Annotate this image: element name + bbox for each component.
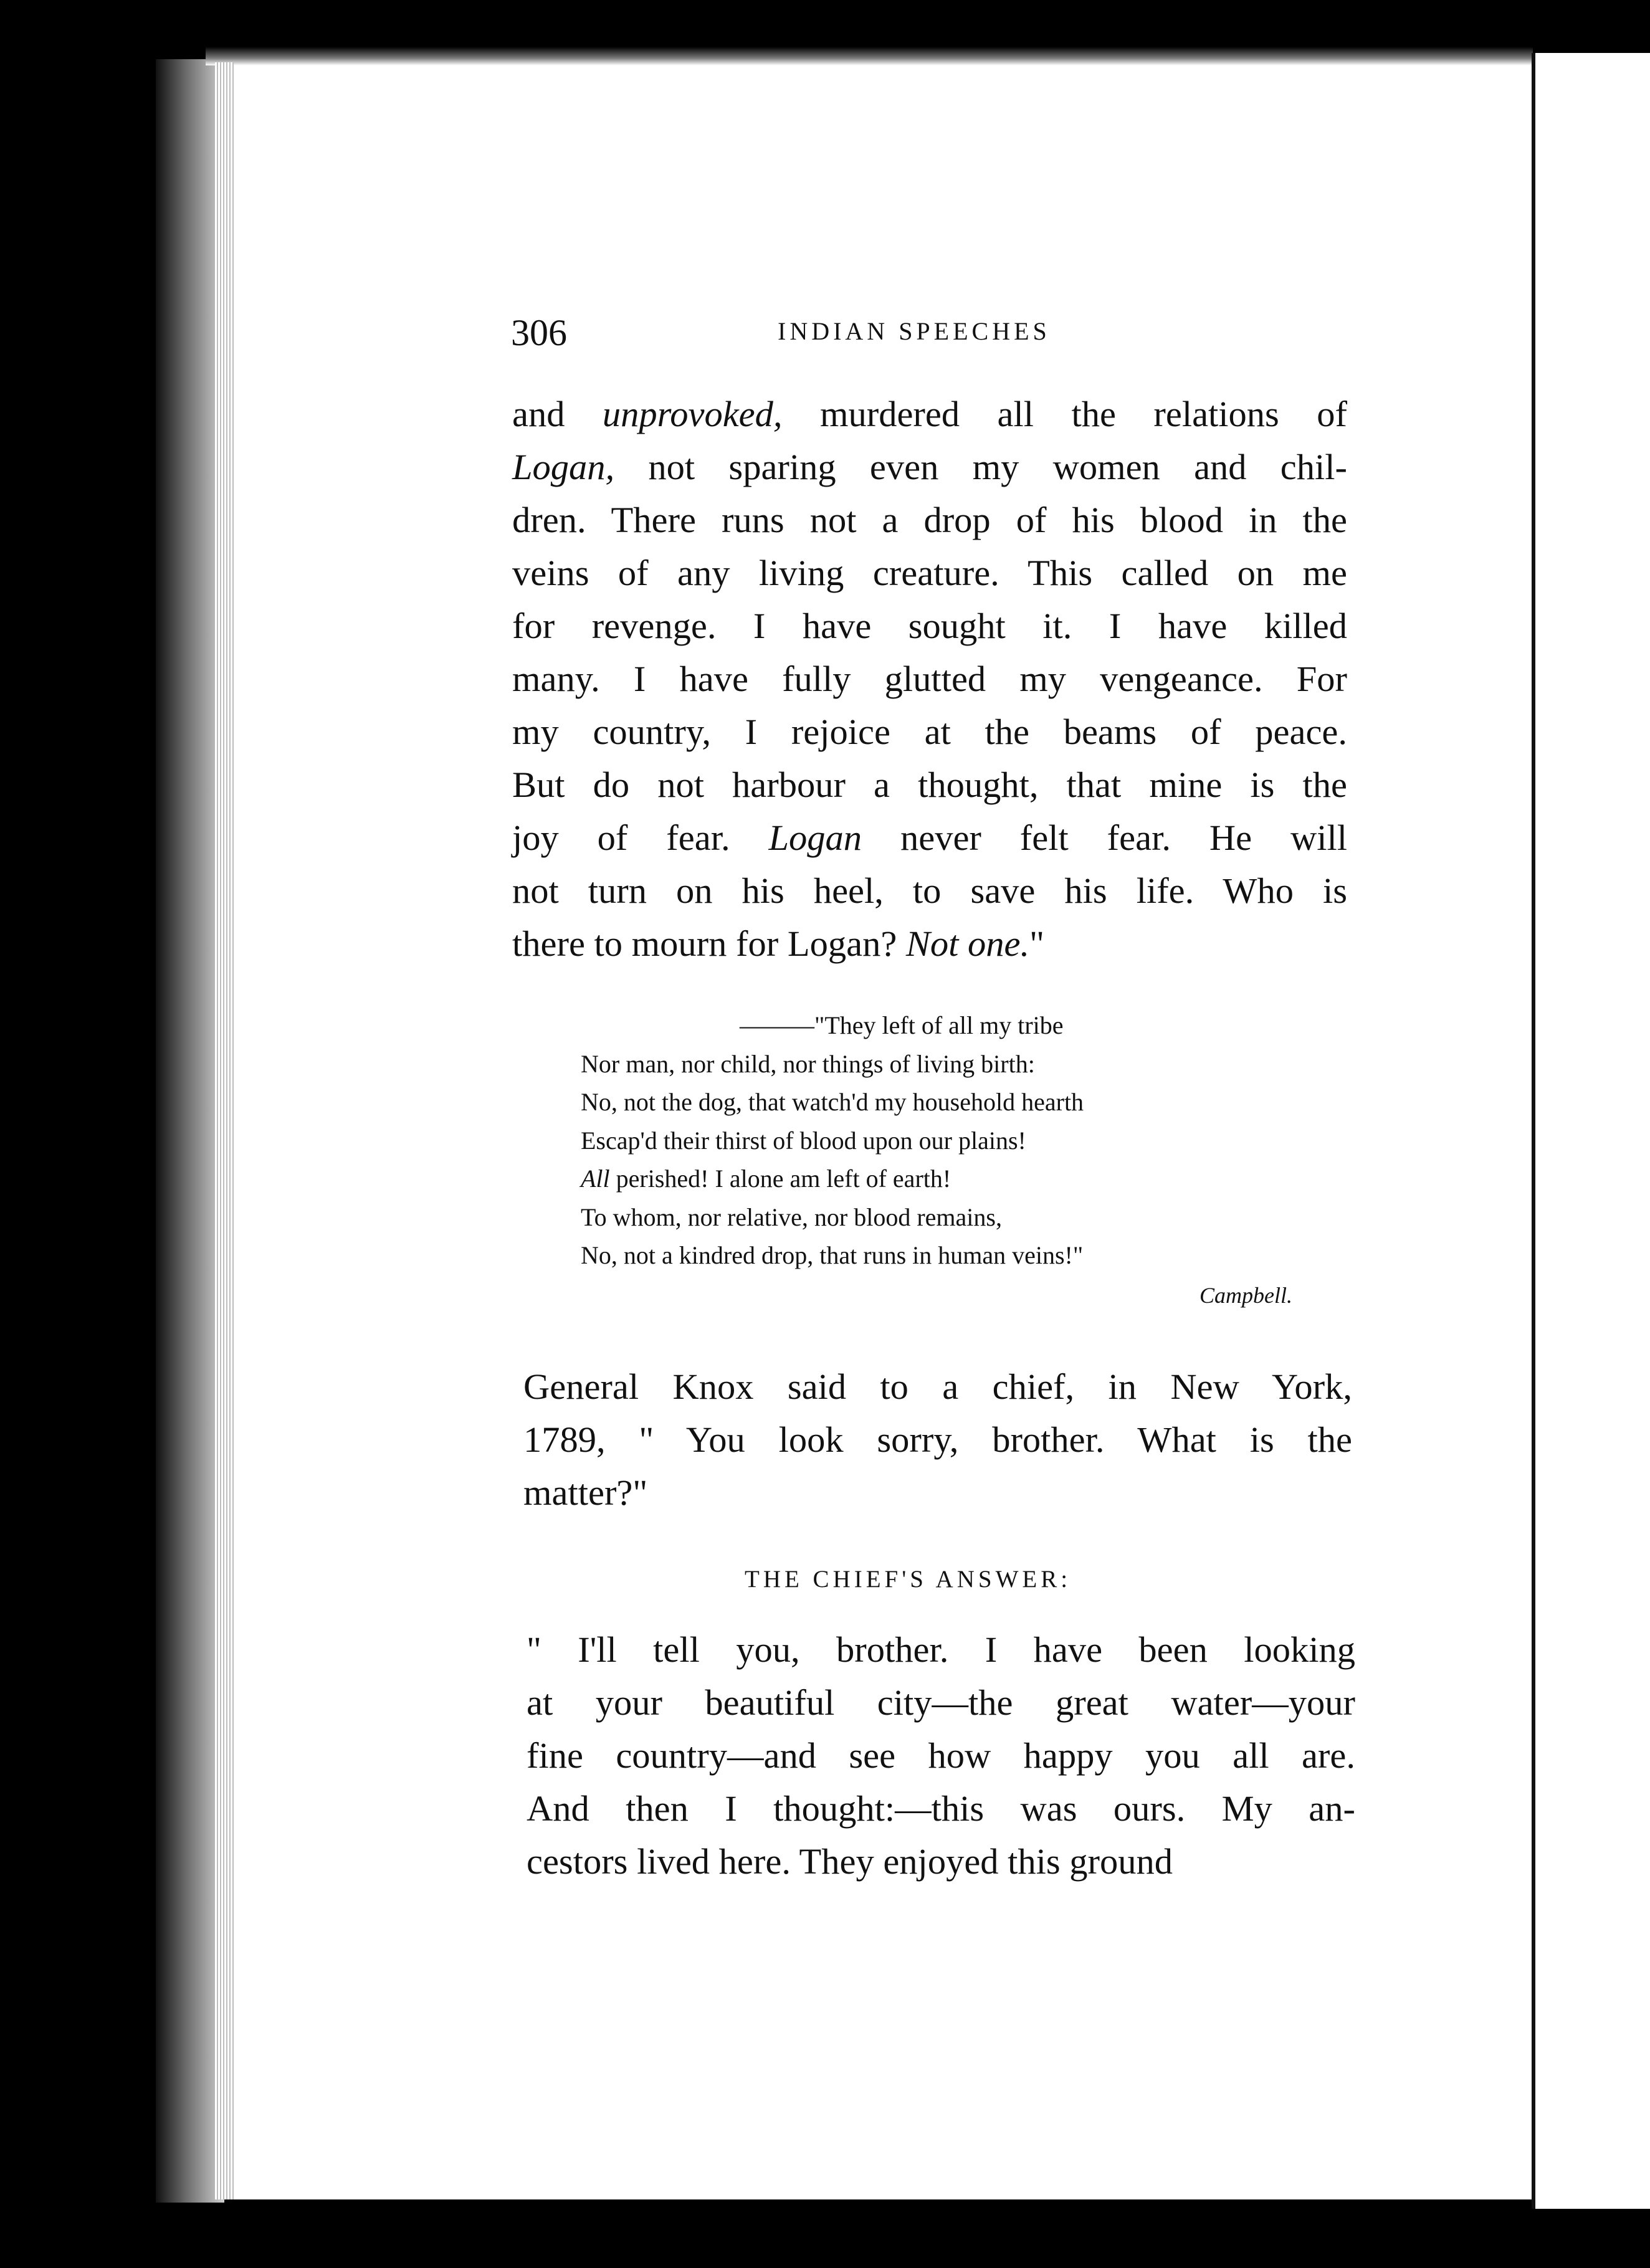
italic-text: unprovoked, — [602, 394, 783, 434]
poem-attribution: Campbell. — [1199, 1283, 1292, 1308]
poem-line: To whom, nor relative, nor blood remains, — [581, 1203, 1002, 1231]
poem-line: Escap'd their thirst of blood upon our plains! — [581, 1126, 1026, 1155]
paragraph-chief-answer — [527, 1623, 1355, 1888]
poem-line: ———"They left of all my tribe — [740, 1011, 1064, 1039]
section-heading: THE CHIEF'S ANSWER: — [745, 1566, 1072, 1593]
poem-line: No, not the dog, that watch'd my household hearth — [581, 1088, 1084, 1116]
page-number: 306 — [511, 312, 567, 353]
poem-line: No, not a kindred drop, that runs in human veins!" — [581, 1241, 1084, 1269]
running-head: INDIAN SPEECHES — [778, 317, 1051, 345]
text-line: many. I have fully glutted my vengeance. For — [512, 659, 1347, 699]
paragraph-logan-speech — [512, 388, 1347, 970]
text-line: fine country—and see how happy you all are. — [527, 1735, 1355, 1776]
italic-text: Not one. — [905, 923, 1030, 964]
text-line: and unprovoked, murdered all the relations of — [512, 394, 1347, 434]
text-line: But do not harbour a thought, that mine is the — [512, 765, 1347, 805]
text-line: my country, I rejoice at the beams of peace. — [512, 712, 1347, 752]
text-line: veins of any living creature. This called on me — [512, 553, 1347, 593]
book-page-edges — [215, 62, 234, 2199]
book-page-stack — [156, 59, 224, 2203]
facing-page-edge — [1532, 53, 1650, 2209]
text-line: cestors lived here. They enjoyed this ground — [527, 1841, 1173, 1882]
text-line: joy of fear. Logan never felt fear. He will — [512, 817, 1347, 858]
text-line: dren. There runs not a drop of his blood in the — [512, 500, 1347, 540]
italic-text: Logan, — [512, 447, 615, 487]
poem-quotation — [581, 1006, 1316, 1275]
text-line: at your beautiful city—the great water—your — [527, 1682, 1355, 1723]
text-line: General Knox said to a chief, in New York, — [523, 1366, 1352, 1407]
text-line: " I'll tell you, brother. I have been looking — [527, 1629, 1355, 1670]
text-line: matter?" — [523, 1472, 648, 1513]
paragraph-general-knox — [523, 1360, 1352, 1519]
text-line: not turn on his heel, to save his life. Who is — [512, 870, 1347, 911]
page-header — [511, 312, 1358, 355]
text-line: for revenge. I have sought it. I have killed — [512, 606, 1347, 646]
text-line: Logan, not sparing even my women and chil- — [512, 447, 1347, 487]
scan-top-strip — [206, 47, 1533, 65]
italic-text: Logan — [768, 817, 862, 858]
poem-line: All perished! I alone am left of earth! — [581, 1165, 951, 1193]
text-line: And then I thought:—this was ours. My an- — [527, 1788, 1355, 1829]
italic-text: All — [581, 1165, 610, 1193]
text-line: 1789, " You look sorry, brother. What is the — [523, 1419, 1352, 1460]
text-line: there to mourn for Logan? Not one." — [512, 923, 1045, 964]
poem-line: Nor man, nor child, nor things of living birth: — [581, 1049, 1035, 1078]
